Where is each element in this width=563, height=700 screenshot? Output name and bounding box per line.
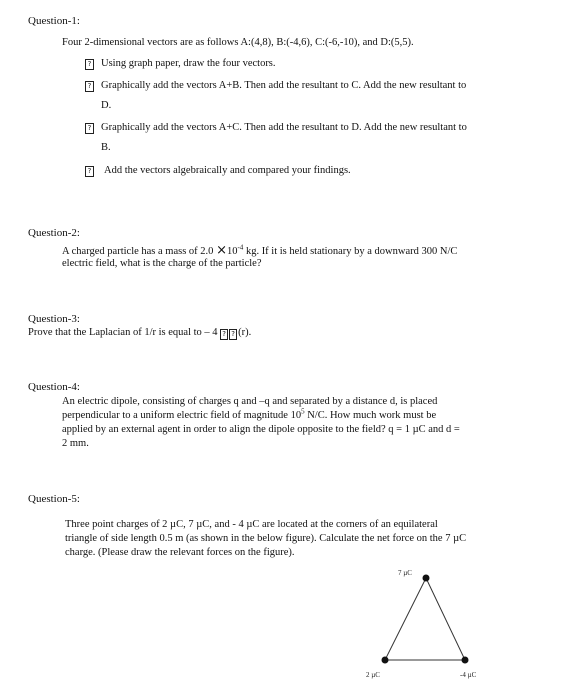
question-1-item: Using graph paper, draw the four vectors. bbox=[101, 58, 276, 69]
times-sign: × bbox=[216, 243, 227, 258]
question-1-item-continuation: B. bbox=[101, 142, 111, 153]
question-4-text: perpendicular to a uniform electric field of magnitude 10 bbox=[62, 410, 302, 421]
question-3-heading: Question-3: bbox=[28, 313, 80, 325]
charge-point-right bbox=[462, 657, 469, 664]
question-1-item: Graphically add the vectors A+B. Then add the resultant to C. Add the new resultant to bbox=[101, 80, 467, 91]
delta-symbol-icon: ? bbox=[220, 329, 228, 340]
question-2-text: 10 bbox=[226, 246, 238, 257]
question-2-line: electric field, what is the charge of the particle? bbox=[62, 258, 262, 269]
question-4-line: applied by an external agent in order to align the dipole opposite to the field? q = 1 µC and d = bbox=[62, 424, 460, 435]
question-2-heading: Question-2: bbox=[28, 227, 80, 239]
question-4-line bbox=[62, 409, 436, 423]
question-2-text: kg. If it is held stationary by a downward 300 N/C bbox=[243, 246, 458, 257]
question-3-text-part: Prove that the Laplacian of 1/r is equal to – 4 bbox=[28, 327, 221, 338]
question-4-heading: Question-4: bbox=[28, 381, 80, 393]
bullet-icon: ? bbox=[85, 123, 94, 134]
question-3-text bbox=[28, 326, 251, 340]
question-2-text: A charged particle has a mass of 2.0 bbox=[62, 246, 217, 257]
question-5-line: triangle of side length 0.5 m (as shown in the below figure). Calculate the net force on the 7 µC bbox=[65, 533, 467, 544]
bullet-icon: ? bbox=[85, 166, 94, 177]
charge-point-top bbox=[423, 575, 430, 582]
charge-triangle-figure bbox=[360, 565, 490, 685]
triangle-side-right bbox=[426, 578, 465, 660]
triangle-side-left bbox=[385, 578, 426, 660]
charge-label-top: 7 µC bbox=[398, 569, 412, 577]
delta-symbol-icon: ? bbox=[229, 329, 237, 340]
charge-label-left: 2 µC bbox=[366, 671, 380, 679]
charge-point-left bbox=[382, 657, 389, 664]
question-5-heading: Question-5: bbox=[28, 493, 80, 505]
question-1-item: Add the vectors algebraically and compared your findings. bbox=[104, 165, 351, 176]
exponent: -4 bbox=[237, 243, 244, 252]
question-3-text-part: (r). bbox=[238, 327, 252, 338]
question-5-line: charge. (Please draw the relevant forces on the figure). bbox=[65, 547, 295, 558]
bullet-icon: ? bbox=[85, 59, 94, 70]
question-4-line: An electric dipole, consisting of charges q and –q and separated by a distance d, is placed bbox=[62, 396, 438, 407]
question-4-text: N/C. How much work must be bbox=[304, 410, 437, 421]
bullet-icon: ? bbox=[85, 81, 94, 92]
question-1-item: Graphically add the vectors A+C. Then add the resultant to D. Add the new resultant to bbox=[101, 122, 467, 133]
question-1-item-continuation: D. bbox=[101, 100, 112, 111]
question-1-intro: Four 2-dimensional vectors are as follows A:(4,8), B:(-4,6), C:(-6,-10), and D:(5,5). bbox=[62, 37, 414, 48]
exponent: 5 bbox=[301, 407, 305, 416]
question-5-line: Three point charges of 2 µC, 7 µC, and - 4 µC are located at the corners of an equilateral bbox=[65, 519, 438, 530]
question-4-line: 2 mm. bbox=[62, 438, 89, 449]
question-1-heading: Question-1: bbox=[28, 15, 80, 27]
charge-label-right: -4 µC bbox=[460, 671, 477, 679]
